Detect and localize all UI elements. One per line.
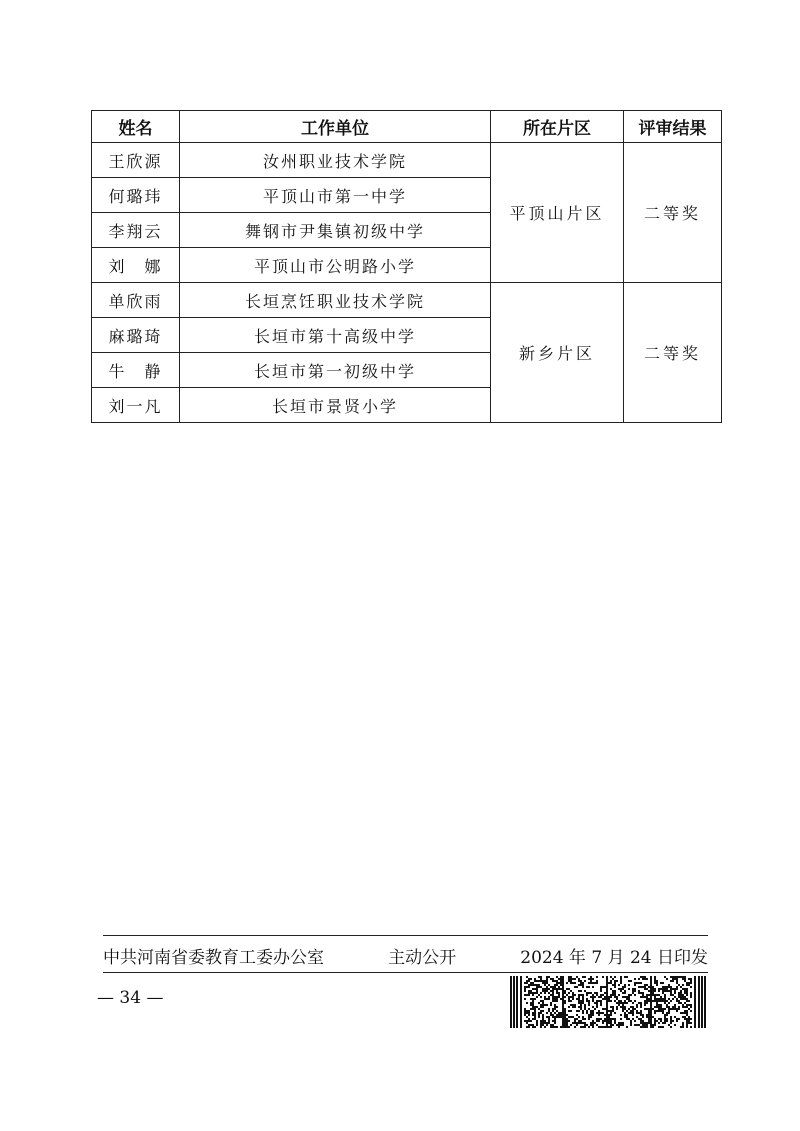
issuance-footer (103, 941, 708, 969)
table-row (92, 143, 722, 178)
cell-unit: 平顶山市第一中学 (180, 178, 491, 213)
header-region: 所在片区 (491, 111, 624, 143)
footer-top-rule (103, 935, 708, 936)
cell-unit: 长垣市景贤小学 (180, 388, 491, 423)
cell-unit: 长垣市第一初级中学 (180, 353, 491, 388)
header-name: 姓名 (92, 111, 180, 143)
issue-date: 2024 年 7 月 24 日印发 (520, 947, 708, 968)
header-unit: 工作单位 (180, 111, 491, 143)
cell-name: 单欣雨 (92, 283, 180, 318)
cell-name: 李翔云 (92, 213, 180, 248)
cell-unit: 平顶山市公明路小学 (180, 248, 491, 283)
issuer-name: 中共河南省委教育工委办公室 (103, 947, 324, 968)
cell-unit: 长垣市第十高级中学 (180, 318, 491, 353)
cell-region: 新乡片区 (491, 283, 624, 423)
cell-name: 何璐玮 (92, 178, 180, 213)
cell-name: 麻璐琦 (92, 318, 180, 353)
footer-bottom-rule (103, 972, 708, 973)
cell-name: 王欣源 (92, 143, 180, 178)
cell-unit: 汝州职业技术学院 (180, 143, 491, 178)
disclosure-status: 主动公开 (388, 947, 457, 968)
cell-name: 牛 静 (92, 353, 180, 388)
cell-result: 二等奖 (624, 143, 722, 283)
table-header-row (92, 111, 722, 143)
table-row (92, 283, 722, 318)
cell-region: 平顶山片区 (491, 143, 624, 283)
header-result: 评审结果 (624, 111, 722, 143)
cell-result: 二等奖 (624, 283, 722, 423)
cell-unit: 长垣烹饪职业技术学院 (180, 283, 491, 318)
award-table (91, 110, 722, 423)
cell-unit: 舞钢市尹集镇初级中学 (180, 213, 491, 248)
barcode-image (510, 976, 706, 1028)
page-number: — 34 — (97, 988, 164, 1008)
cell-name: 刘 娜 (92, 248, 180, 283)
cell-name: 刘一凡 (92, 388, 180, 423)
